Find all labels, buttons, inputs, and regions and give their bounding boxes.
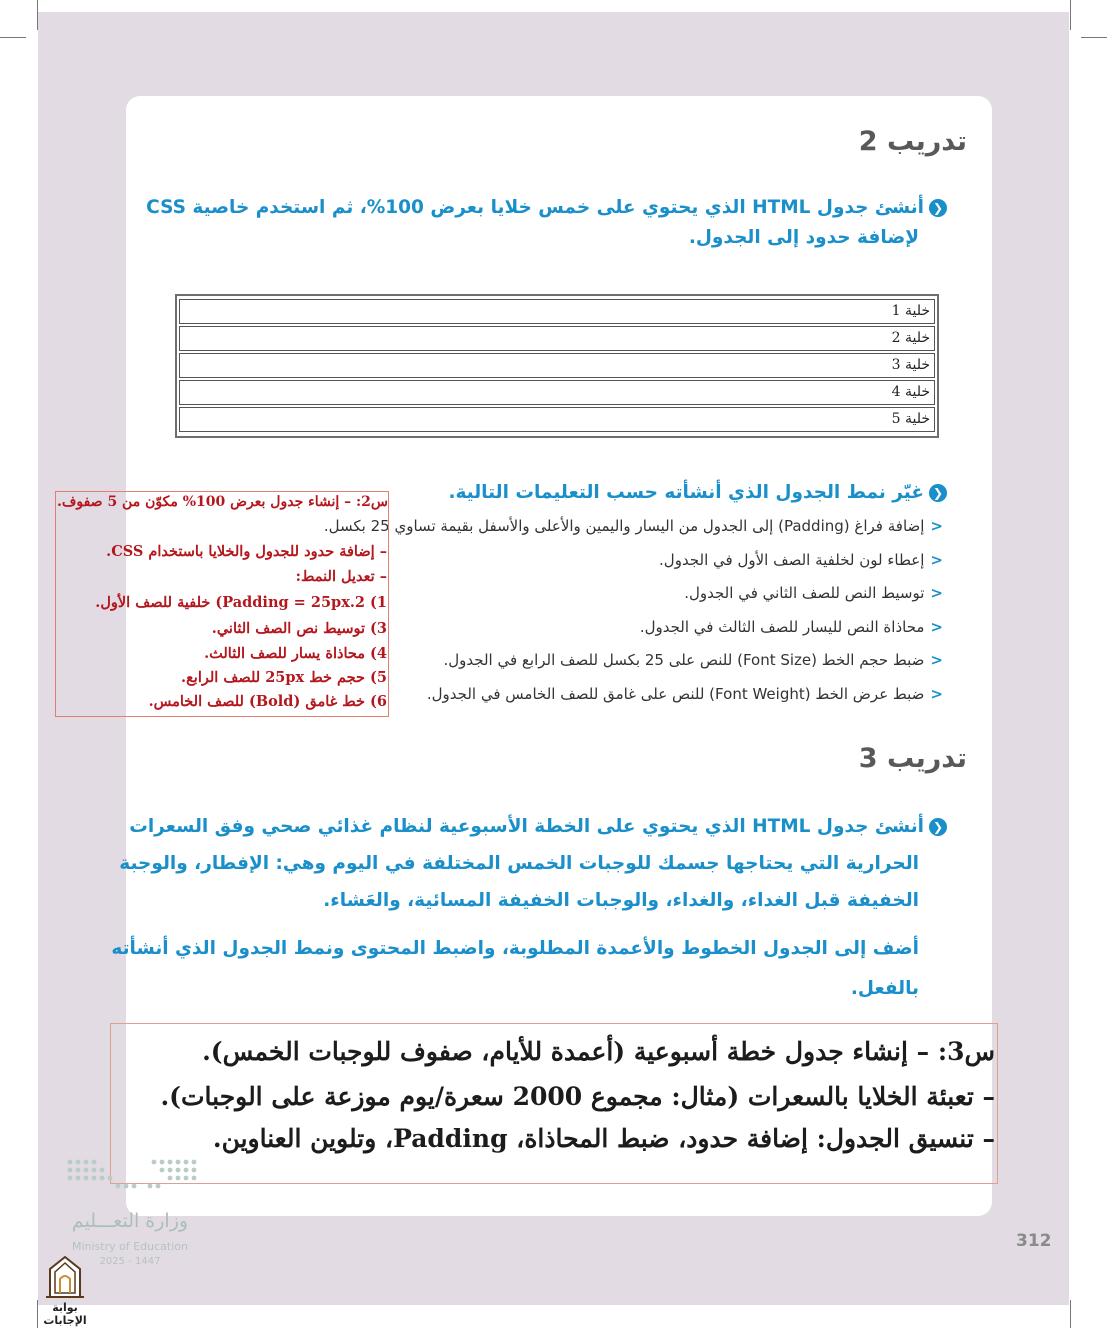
training3-title: تدريب 3	[858, 743, 967, 774]
training3-question	[119, 808, 947, 919]
handwritten-line: 3) توسيط نص الصف الثاني.	[211, 620, 387, 637]
ministry-english: Ministry of Education	[71, 1240, 188, 1253]
q1-line1: أنشئ جدول HTML الذي يحتوي على خمس خلايا بعرض 100%، ثم استخدم خاصية CSS	[146, 197, 924, 218]
table-row: خلية 2	[179, 326, 935, 351]
handwritten-line: 5) حجم خط 25px للصف الرابع.	[181, 669, 387, 686]
crop-mark	[37, 0, 38, 30]
training2-title: تدريب 2	[858, 126, 967, 157]
list-item: <ضبط عرض الخط (Font Weight) للنص على غامق للصف الخامس في الجدول.	[426, 684, 943, 703]
handwritten-line: – تنسيق الجدول: إضافة حدود، ضبط المحاذاة، Padding، وتلوين العناوين.	[212, 1124, 995, 1153]
crop-mark	[1070, 1300, 1071, 1328]
crop-mark	[0, 37, 26, 38]
page-number: 312	[1016, 1231, 1052, 1251]
t3-line: بالفعل.	[850, 978, 919, 999]
handwritten-line: س2: – إنشاء جدول بعرض 100% مكوّن من 5 صفوف.	[56, 494, 388, 510]
crop-mark	[1081, 37, 1107, 38]
list-item: <إضافة فراغ (Padding) إلى الجدول من اليسار واليمين والأعلى والأسفل بقيمة تساوي 25 بكسل.	[323, 517, 943, 535]
handwritten-line: – تعبئة الخلايا بالسعرات (مثال: مجموع 2000 سعرة/يوم موزعة على الوجبات).	[160, 1082, 995, 1111]
training2-question1	[146, 193, 947, 253]
handwritten-line: س3: – إنشاء جدول خطة أسبوعية (أعمدة للأيام، صفوف للوجبات الخمس).	[202, 1037, 995, 1066]
q1-line2: لإضافة حدود إلى الجدول.	[688, 227, 919, 248]
ministry-year: 2025 - 1447	[99, 1256, 161, 1267]
t3-line: أضف إلى الجدول الخطوط والأعمدة المطلوبة، واضبط المحتوى ونمط الجدول الذي أنشأته	[111, 938, 919, 959]
list-item: <توسيط النص للصف الثاني في الجدول.	[684, 584, 943, 602]
handwritten-line: – تعديل النمط:	[295, 568, 387, 585]
bullet-arrow-icon: ❮	[929, 484, 947, 502]
lantern-icon	[30, 1255, 100, 1301]
training3-paragraph2	[111, 929, 919, 1009]
instruction-list	[303, 510, 943, 711]
q2-title: غيّر نمط الجدول الذي أنشأته حسب التعليمات التالية.	[448, 482, 924, 503]
list-item: <ضبط حجم الخط (Font Size) للنص على 25 بكسل للصف الرابع في الجدول.	[443, 651, 943, 669]
ministry-arabic: وزارة التعـــليم	[71, 1210, 189, 1232]
table-row: خلية 3	[179, 353, 935, 378]
cells-table	[175, 294, 939, 438]
table-row: خلية 5	[179, 407, 935, 432]
table-row: خلية 1	[179, 299, 935, 324]
training2-question2	[427, 478, 947, 508]
t3-line: الحرارية التي يحتاجها جسمك للوجبات الخمس المختلفة في اليوم وهي: الإفطار، والوجبة	[119, 853, 919, 874]
handwritten-line: – إضافة حدود للجدول والخلايا باستخدام CSS.	[106, 543, 387, 560]
handwritten-line: 1) Padding = 25px.2) خلفية للصف الأول.	[95, 594, 387, 611]
ministry-dots-icon	[64, 1156, 198, 1196]
t3-line: الخفيفة قبل الغداء، والغداء، والوجبات الخفيفة المسائية، والعَشاء.	[323, 890, 919, 911]
bullet-arrow-icon: ❮	[929, 199, 947, 217]
t3-line: أنشئ جدول HTML الذي يحتوي على الخطة الأسبوعية لنظام غذائي صحي وفق السعرات	[129, 816, 924, 837]
list-item: <محاذاة النص لليسار للصف الثالث في الجدول.	[639, 617, 943, 636]
handwritten-line: 6) خط غامق (Bold) للصف الخامس.	[148, 693, 387, 710]
crop-mark	[1070, 0, 1071, 30]
table-row: خلية 4	[179, 380, 935, 405]
list-item: <إعطاء لون لخلفية الصف الأول في الجدول.	[659, 550, 943, 569]
handwritten-line: 4) محاذاة يسار للصف الثالث.	[204, 645, 387, 662]
watermark-logo	[30, 1255, 100, 1327]
bullet-arrow-icon: ❮	[929, 818, 947, 836]
watermark-text: بوابة الإجابات	[43, 1301, 87, 1327]
